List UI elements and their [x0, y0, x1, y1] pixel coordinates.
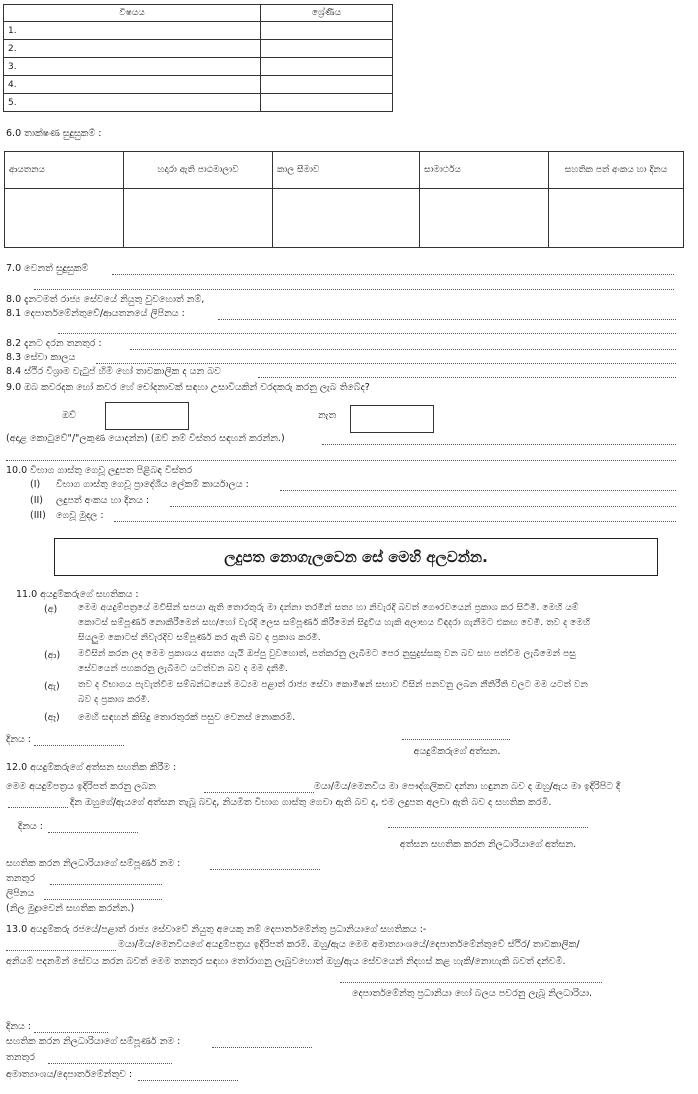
applicant-date-field[interactable]	[34, 744, 124, 746]
address-field[interactable]	[218, 318, 676, 320]
secretariat-field[interactable]	[280, 489, 676, 491]
head-officer-name-label: සහතික කරන නිලධාරියාගේ සම්පූර්ණ නම :	[6, 1036, 181, 1047]
service-period-label: 8.3 සේවා කාලය	[6, 352, 76, 363]
clause-aa-line-1: මවිසින් කරන ලද මෙම ප්‍රකාශය අසත්‍ය යැයි ඔප්පු වුවහොත්, පත්කරනු ලැබීමට පෙර නුසුදුස්සකු වන බව සහ පත්වීම ලැබීමෙන් පසු	[78, 648, 576, 659]
section-13-label: 13.0 අයදුම්කරු රජයේ/පළාත් රාජ්‍ය සේවාවේ නියුතු අයෙකු නම් දෙපාර්තමේන්තු ප්‍රධානියාගේ සහතිකය :-	[6, 924, 427, 935]
amount-paid-field[interactable]	[114, 520, 676, 522]
head-position-label: තනතුර	[6, 1052, 35, 1063]
pass-cell[interactable]	[420, 189, 549, 248]
roman-i: (I)	[30, 479, 41, 490]
yes-label: ඔව්	[62, 410, 76, 421]
head-position-field[interactable]	[48, 1062, 172, 1064]
certifier-date-field[interactable]	[48, 831, 138, 833]
course-header: හදාරා ඇති පාඨමාලාව	[124, 152, 273, 189]
head-certification-line-1: මයා/මිය/මෙනවියගේ අයදුම්පත්‍රය ඉදිරිපත් කරමි. ඔහු/ඇය මෙම අමාත්‍යාංශයේ/දෙපාර්තමේන්තුවේ ස්ථිර/ තාවකාලික/	[118, 939, 580, 950]
certificate-header: සහතික පත් අංකය හා දිනය	[549, 152, 684, 189]
head-officer-name-field[interactable]	[212, 1046, 312, 1048]
clause-a-text	[78, 600, 678, 645]
course-cell[interactable]	[124, 189, 273, 248]
section-6-label: 6.0 තාක්ෂණ සුදුසුකම් :	[6, 128, 102, 139]
section-9-label: 9.0 ඔබ කවරදක හෝ කවර හේ චෝදනාවක් සඳහා උසාවියකින් වරදකරු කරනු ලැබ තිබේද?	[6, 382, 370, 393]
service-period-field[interactable]	[96, 362, 676, 364]
section-7-label: 7.0 වෙනත් සුදුසුකම්	[6, 263, 89, 274]
section-10-label: 10.0 විභාග ගාස්තු ගෙවූ ලදුපත පිළිබඳ විස්තර	[6, 465, 193, 476]
certifier-address-field[interactable]	[44, 898, 162, 900]
secretariat-label: විභාග ගාස්තු ගෙවූ ප්‍රාදේශීය ලේකම් කාර්යාලය :	[56, 479, 249, 490]
clause-ae-text	[78, 677, 678, 707]
clause-a-line-1: මෙම අයදුම්පත්‍රයේ මවිසින් සපයා ඇති තොරතුරු මා දන්නා තරමින් සත්‍ය හා නිවැරදි බවත් ගෞරවයෙන් ප්‍රකාශ කර සිටිමි. මෙහි යම්	[78, 602, 579, 613]
no-label: නැත	[318, 410, 337, 421]
other-qualifications-field-2[interactable]	[34, 288, 674, 290]
clause-a-mark: (අ)	[44, 604, 58, 615]
address-field-2[interactable]	[58, 332, 676, 334]
certifier-address-label: ලිපිනය	[6, 888, 35, 899]
grade-cell[interactable]	[261, 94, 393, 112]
applicant-date-label: දිනය :	[6, 734, 31, 745]
certification-line-1a: මෙම අයදුම්පත්‍රය ඉදිරිපත් කරනු ලබන	[6, 781, 156, 792]
current-position-field[interactable]	[130, 348, 676, 350]
certifier-position-field[interactable]	[50, 883, 162, 885]
applicant-name-field[interactable]	[204, 791, 314, 793]
address-label: 8.1 දෙපාර්තමේන්තුවේ/ආයතනයේ ලිපිනය :	[6, 308, 185, 319]
certification-line-1b: මයා/මිය/මෙනවිය මා පෞද්ගලිකව දන්නා හඳුනන බව ද ඔහු/ඇය මා ඉදිරිපිට දී	[314, 781, 621, 792]
table-row[interactable]: 2.	[4, 40, 261, 58]
current-position-label: 8.2 දැනට දරන තනතුර :	[6, 338, 102, 349]
table-row[interactable]: 5.	[4, 94, 261, 112]
head-signature-field[interactable]	[340, 981, 602, 983]
table-row[interactable]: 4.	[4, 76, 261, 94]
pensionable-label: 8.4 ස්ථිර විශ්‍රාම වැටුප් හිමි හෝ තාවකාලික ද යන බව	[6, 366, 221, 377]
subject-header: විෂයය	[4, 5, 261, 22]
table-row[interactable]: 3.	[4, 58, 261, 76]
conviction-note: (අදාළ කොටුවේ"/"ලකුණ යොදන්න) (ඔව් නම් විස්තර සඳහන් කරන්න.)	[6, 433, 285, 444]
clause-aeh-mark: (ඈ)	[44, 712, 60, 723]
institute-cell[interactable]	[5, 189, 124, 248]
head-signature-label: දෙපාර්තමේන්තු ප්‍රධානියා හෝ බලය පවරනු ලැබූ නිලධාරියා.	[351, 988, 592, 999]
duration-header: කාල සීමාව	[273, 152, 420, 189]
roman-iii: (III)	[30, 510, 46, 521]
conviction-details-field[interactable]	[322, 443, 676, 445]
certifier-date-label: දිනය :	[18, 821, 43, 832]
certifier-signature-field[interactable]	[388, 826, 588, 828]
grade-cell[interactable]	[261, 22, 393, 40]
certification-line-2: දින ඔහුගේ/ඇයගේ අත්සන තැබූ බවද, නියමිත විභාග ගාස්තු ගෙවා ඇති බව ද, එම ලදුපත අලවා ඇති බව ද සහතික කරමි.	[70, 797, 552, 808]
duration-cell[interactable]	[273, 189, 420, 248]
clause-ae-line-2: බව ද ප්‍රකාශ කරමි.	[78, 694, 150, 705]
grade-cell[interactable]	[261, 58, 393, 76]
receipt-paste-banner: ලදුපත නොගැලවෙන සේ මෙහි අලවන්න.	[54, 538, 658, 576]
ministry-label: අමාත්‍යාංශය/දෙපාර්තමේන්තුව :	[6, 1069, 133, 1080]
head-date-field[interactable]	[34, 1031, 108, 1033]
clause-ae-mark: (ඇ)	[44, 681, 60, 692]
conviction-details-field-2[interactable]	[6, 459, 676, 461]
clause-aeh-text: මෙහි සඳහන් කිසිදු තොරතුරක් පසුව වෙනස් නොකරමි.	[78, 712, 296, 723]
ministry-field[interactable]	[138, 1079, 238, 1081]
certifier-position-label: තනතුර	[6, 873, 35, 884]
clause-aa-line-2: සේවයෙන් පහකරනු ලැබීමට යටත්වන බව ද මම දනිමි.	[78, 663, 288, 674]
section-11-label: 11.0 අයදුම්කරුගේ සහතිකය :	[16, 589, 139, 600]
other-qualifications-field[interactable]	[112, 273, 674, 275]
seal-note: (නිල මුද්‍රාවෙන් සහතික කරන්න.)	[6, 903, 135, 914]
pensionable-field[interactable]	[258, 376, 676, 378]
institute-header: ආයතනය	[5, 152, 124, 189]
clause-aa-text	[78, 646, 678, 676]
amount-paid-label: ගෙවූ මුදල :	[56, 510, 104, 521]
clause-aa-mark: (ආ)	[44, 650, 61, 661]
certifier-name-field[interactable]	[210, 868, 320, 870]
head-certification-line-2: අනියම් පදනමින් සේවය කරන බවත් මෙම තනතුර සඳහා තෝරාගනු ලැබුවහොත් ඔහු/ඇය සේවයෙන් නිදහස් කළ හැකි/නොහැකි බවත් දන්වමි.	[6, 956, 566, 967]
employee-name-field[interactable]	[6, 949, 116, 951]
grade-cell[interactable]	[261, 76, 393, 94]
receipt-number-label: ලදුපත් අංකය හා දිනය :	[56, 495, 150, 506]
certifier-name-label: සහතික කරන නිලධාරියාගේ සම්පූර්ණ නම :	[6, 858, 181, 869]
section-12-label: 12.0 අයදුම්කරුගේ අත්සන සහතික කිරීම :	[6, 762, 177, 773]
grade-header: ශ්‍රේණිය	[261, 5, 393, 22]
roman-ii: (II)	[30, 495, 44, 506]
applicant-signature-field[interactable]	[402, 738, 510, 740]
yes-checkbox[interactable]	[105, 402, 189, 430]
signed-date-field[interactable]	[8, 806, 68, 808]
receipt-number-field[interactable]	[170, 505, 676, 507]
section-8-label: 8.0 දැනටමත් රාජ්‍ය සේවයේ නියුතු වුවහොත් නම්,	[6, 294, 205, 305]
applicant-signature-label: අයදුම්කරුගේ අත්සන.	[413, 746, 501, 757]
clause-ae-line-1: තව ද විභාගය පැවැත්වීම සම්බන්ධයෙන් මධ්‍යම පළාත් රාජ්‍ය සේවා කොමිෂන් සභාව විසින් පනවනු ලබන නීතිරීති වලට මම යටත් වන	[78, 679, 588, 690]
certificate-cell[interactable]	[549, 189, 684, 248]
technical-qualifications-table	[4, 151, 684, 248]
head-date-label: දිනය :	[6, 1021, 31, 1032]
certifier-signature-label: අත්සන සහතික කරන නිලධාරියාගේ අත්සන.	[399, 839, 577, 850]
clause-a-line-2: කොටස් සම්පූර්ණ නොකිරීමෙන් සහ/හෝ වැරදි ලෙස සම්පූර්ණ කිරීමෙන් සිදුවිය හැකි අලාභය විඳදරා ගැනීමට එකඟ වෙමි. තව ද මෙහි	[78, 617, 591, 628]
no-checkbox[interactable]	[350, 405, 434, 433]
clause-a-line-3: සියලුම කොටස් නිවැරදිව සම්පූර්ණ කර ඇති බව ද ප්‍රකාශ කරමි.	[78, 632, 321, 643]
subjects-table	[3, 4, 393, 112]
table-row[interactable]: 1.	[4, 22, 261, 40]
grade-cell[interactable]	[261, 40, 393, 58]
pass-header: සාමාර්ථය	[420, 152, 549, 189]
